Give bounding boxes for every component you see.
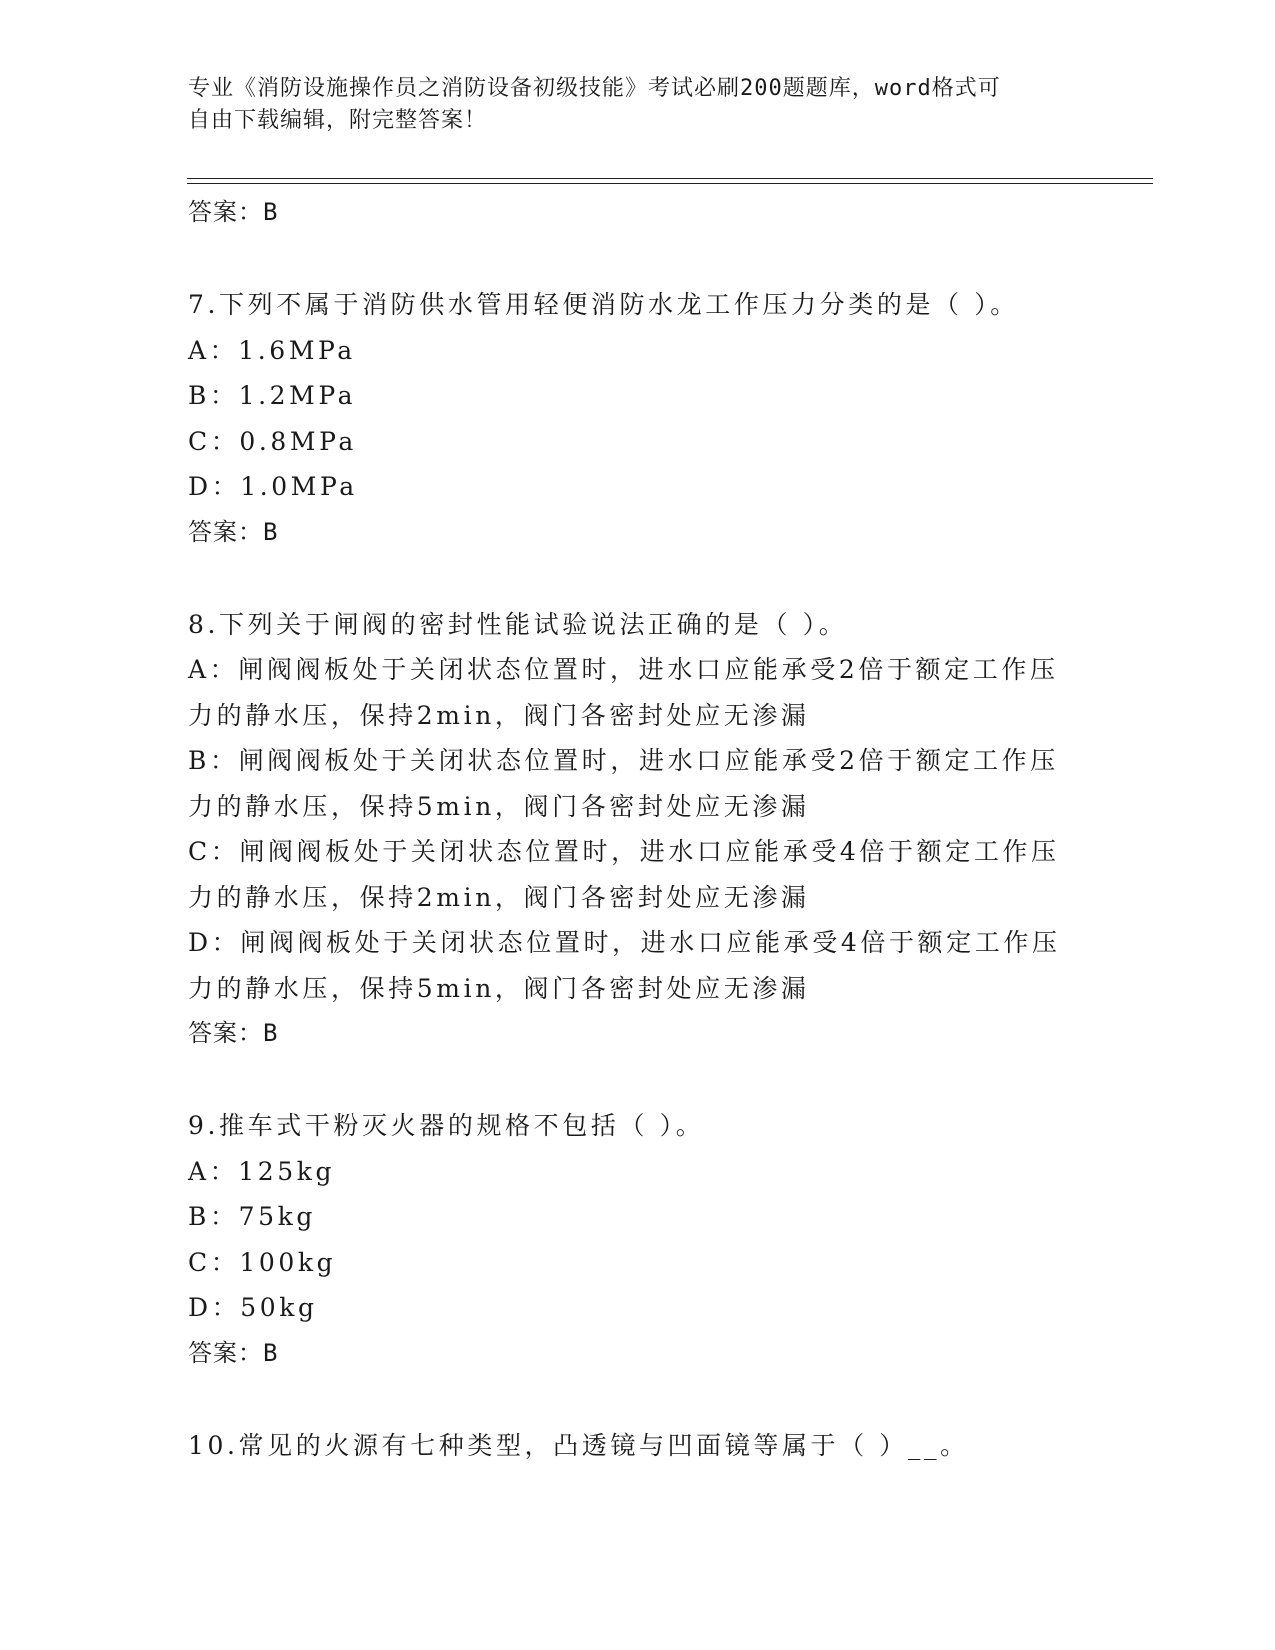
option-c-line-2: 力的静水压，保持2min，阀门各密封处应无渗漏 xyxy=(188,882,810,912)
spacer xyxy=(188,235,1148,282)
option-d: D：1.0MPa xyxy=(188,472,358,501)
question-9 xyxy=(188,1103,1148,1376)
option-c: C：0.8MPa xyxy=(188,426,357,456)
header-rule-top xyxy=(187,178,1153,179)
answer-line: 答案：B xyxy=(188,517,279,546)
option-b: B：75kg xyxy=(188,1202,316,1231)
option-a: A：1.6MPa xyxy=(188,335,356,365)
answer-line: 答案：B xyxy=(188,198,279,226)
option-b: B：1.2MPa xyxy=(188,381,357,410)
option-a-line-1: A：闸阀阀板处于关闭状态位置时，进水口应能承受2倍于额定工作压 xyxy=(188,655,1059,684)
option-c-line-1: C：闸阀阀板处于关闭状态位置时，进水口应能承受4倍于额定工作压 xyxy=(188,837,1060,866)
question-7 xyxy=(188,282,1148,555)
option-d: D：50kg xyxy=(188,1293,318,1322)
header-line-2: 自由下载编辑，附完整答案！ xyxy=(188,108,488,133)
question-stem: 10.常见的火源有七种类型，凸透镜与凹面镜等属于（ ）__。 xyxy=(188,1430,969,1460)
option-d-line-1: D：闸阀阀板处于关闭状态位置时，进水口应能承受4倍于额定工作压 xyxy=(188,928,1061,957)
question-10 xyxy=(188,1423,1148,1469)
document-header xyxy=(188,73,1088,137)
spacer xyxy=(188,1376,1148,1423)
option-b-line-1: B：闸阀阀板处于关闭状态位置时，进水口应能承受2倍于额定工作压 xyxy=(188,746,1059,775)
answer-line: 答案：B xyxy=(188,1338,279,1367)
spacer xyxy=(188,555,1148,602)
header-rule-bottom xyxy=(187,183,1153,184)
spacer xyxy=(188,1056,1148,1103)
question-stem: 7.下列不属于消防供水管用轻便消防水龙工作压力分类的是（ ）。 xyxy=(188,290,1019,319)
document-body xyxy=(188,190,1148,1468)
option-b-line-2: 力的静水压，保持5min，阀门各密封处应无渗漏 xyxy=(188,791,810,821)
option-d-line-2: 力的静水压，保持5min，阀门各密封处应无渗漏 xyxy=(188,973,810,1003)
option-a-line-2: 力的静水压，保持2min，阀门各密封处应无渗漏 xyxy=(188,700,810,730)
question-8 xyxy=(188,602,1148,1057)
question-stem: 9.推车式干粉灭火器的规格不包括（ ）。 xyxy=(188,1111,705,1140)
answer-line: 答案：B xyxy=(188,1019,279,1047)
question-stem: 8.下列关于闸阀的密封性能试验说法正确的是（ ）。 xyxy=(188,609,848,639)
option-c: C：100kg xyxy=(188,1247,337,1277)
option-a: A：125kg xyxy=(188,1156,336,1186)
header-line-1: 专业《消防设施操作员之消防设备初级技能》考试必刷200题题库，word格式可 xyxy=(188,76,1001,101)
